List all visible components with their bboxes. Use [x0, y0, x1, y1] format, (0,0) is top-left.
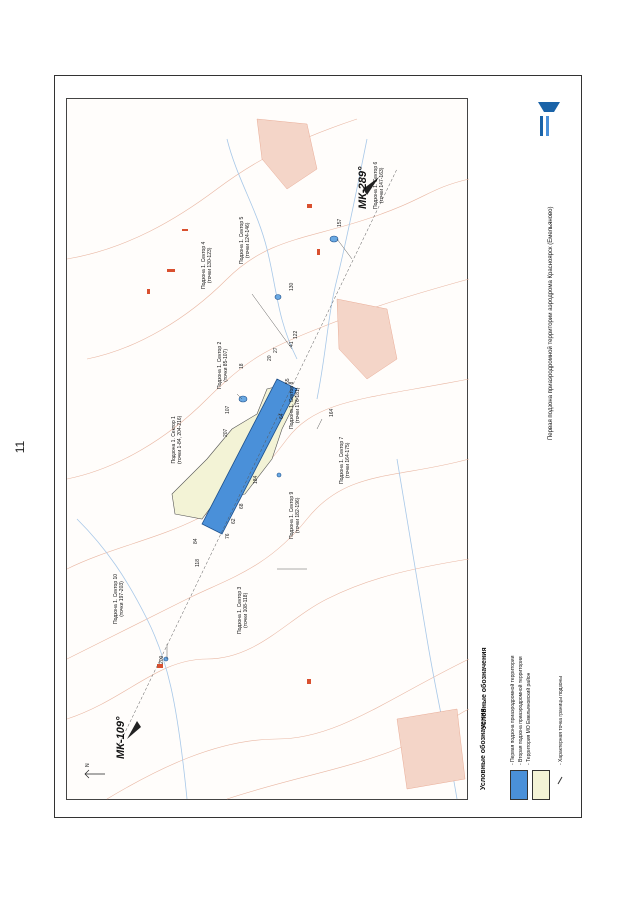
north-arrow-icon	[85, 770, 105, 778]
point-label: 64	[279, 413, 285, 419]
point-label: 27	[273, 347, 279, 353]
point-label: 164	[329, 408, 335, 417]
map-title: Первая подзона приаэродромной территории аэродрома Красноярск (Емельяново)	[548, 206, 554, 440]
legend-swatch-zone2	[532, 770, 550, 800]
point-label: 76	[225, 533, 231, 539]
callout-sector-3: Подзона 1. Сектор 3 (точки 108-118)	[237, 586, 249, 634]
point-label: 184	[253, 475, 259, 484]
legend-item-boundary-point: - Характерная точка границы подзоны	[558, 676, 564, 765]
point-label: 84	[193, 538, 199, 544]
course-label-west: МК-109°	[115, 716, 127, 759]
point-label: 200	[159, 655, 165, 664]
point-label: 20	[267, 355, 273, 361]
point-label: 130	[289, 282, 295, 291]
point-label: 118	[195, 559, 201, 567]
callout-sector-4: Подзона 1. Сектор 4 (точки 130-123)	[201, 241, 213, 289]
water-lines	[77, 139, 457, 799]
compass-label: N	[85, 763, 91, 767]
callout-sector-1: Подзона 1. Сектор 1 (точки 1-84, 204-216)	[171, 415, 183, 464]
point-label: 107	[225, 405, 231, 414]
course-label-east: МК-289°	[357, 166, 369, 209]
legend-heading: Условные обозначения	[480, 708, 487, 790]
legend-item-zone2: - Вторая подзона приаэродромной территории	[518, 656, 524, 765]
legend-item-zone1: - Первая подзона приаэродромной территории	[510, 655, 516, 765]
point-label: 41	[289, 341, 295, 347]
legend-item-municipality: - Территория МО Емельяновский район	[526, 672, 532, 765]
callout-sector-7: Подзона 1. Сектор 7 (точки 164-175)	[339, 436, 351, 484]
page-number: 11	[13, 440, 27, 454]
point-label: 68	[239, 503, 245, 509]
callout-sector-10: Подзона 1. Сектор 10 (точки 197-203)	[113, 573, 125, 624]
settlements	[257, 119, 465, 789]
point-label: 122	[293, 330, 299, 339]
boundary-point-icon	[558, 777, 563, 784]
legend-swatch-zone1	[510, 770, 528, 800]
point-label: 18	[239, 363, 245, 369]
callout-sector-5: Подзона 1. Сектор 5 (точки 124-146)	[239, 216, 251, 264]
callout-sector-8: Подзона 1. Сектор 8 (точки 176-181)	[289, 381, 301, 429]
legend	[480, 640, 580, 800]
map-frame	[66, 98, 488, 800]
legend-title: Условные обозначения	[481, 647, 488, 729]
callout-sector-9: Подзона 1. Сектор 9 (точки 182-196)	[289, 491, 301, 539]
point-label: 207	[223, 428, 229, 437]
map-canvas	[67, 99, 469, 801]
logo-icon	[534, 98, 564, 138]
point-label: 55	[285, 378, 291, 384]
point-label: 157	[337, 218, 343, 227]
company-logo	[534, 98, 564, 138]
callout-sector-6: Подзона 1. Сектор 6 (точки 147-163)	[373, 161, 385, 209]
point-label: 62	[231, 518, 237, 524]
callout-sector-2: Подзона 1. Сектор 2 (точки 85-107)	[217, 341, 229, 389]
